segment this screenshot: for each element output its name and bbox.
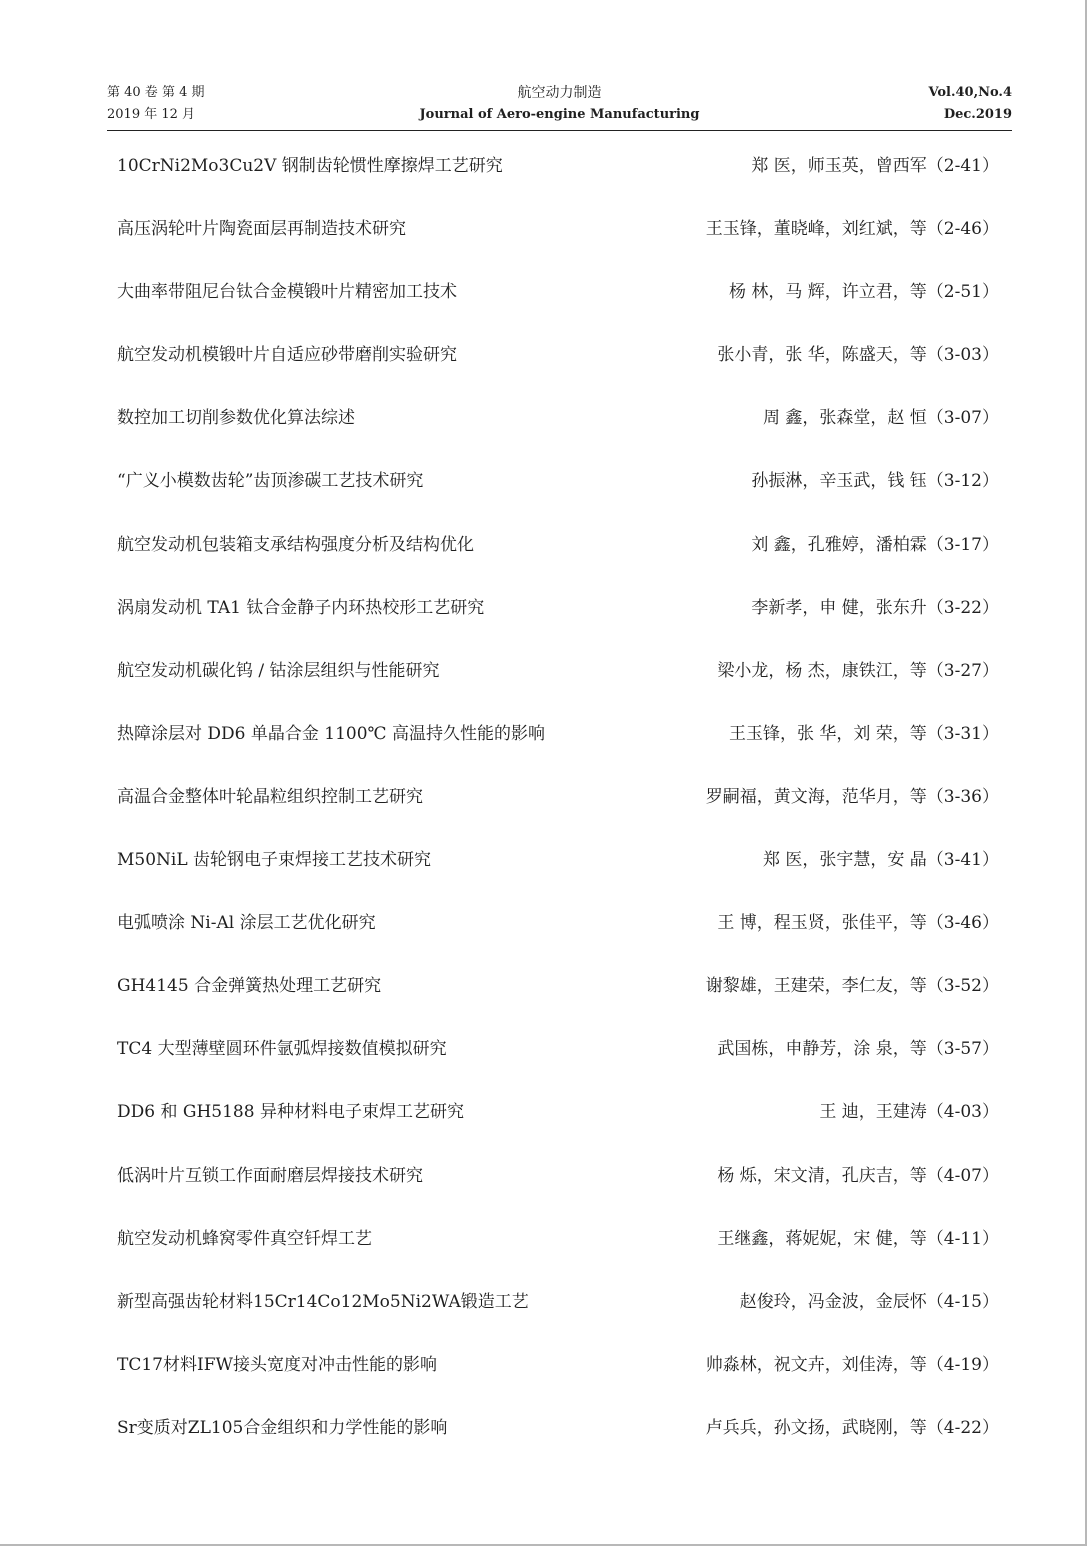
article-page: （4-03） [926, 1102, 999, 1123]
article-title: 10CrNi2Mo3Cu2V 钢制齿轮惯性摩擦焊工艺研究 [117, 156, 503, 176]
article-title: Sr变质对ZL105合金组织和力学性能的影响 [117, 1417, 448, 1438]
toc-entry [117, 902, 999, 965]
article-authors: 王继鑫，蒋妮妮，宋 健，等 [717, 1228, 927, 1249]
article-title: TC4 大型薄壁圆环件氩弧焊接数值模拟研究 [117, 1039, 447, 1060]
toc-entry [117, 965, 999, 1028]
article-authors: 王 博，程玉贤，张佳平，等 [717, 913, 927, 934]
article-title: 航空发动机蜂窝零件真空钎焊工艺 [117, 1228, 372, 1249]
article-page: （2-41） [926, 156, 999, 176]
toc-entry [117, 460, 999, 523]
toc-entry [117, 1281, 999, 1344]
article-meta [706, 208, 999, 250]
running-header [107, 82, 1012, 131]
article-meta [717, 1028, 999, 1070]
toc-entry [117, 145, 999, 208]
article-meta [706, 1344, 999, 1386]
article-authors: 杨 林，马 辉，许立君，等 [728, 282, 927, 303]
article-title: TC17材料IFW接头宽度对冲击性能的影响 [117, 1354, 437, 1375]
article-authors: 武国栋，申静芳，涂 泉，等 [717, 1039, 927, 1060]
article-title: 高压涡轮叶片陶瓷面层再制造技术研究 [117, 219, 406, 240]
article-authors: 杨 烁，宋文清，孔庆吉，等 [717, 1165, 927, 1186]
article-authors: 张小青，张 华，陈盛天，等 [717, 345, 927, 366]
article-page: （3-57） [926, 1039, 999, 1060]
article-authors: 帅淼林，祝文卉，刘佳涛，等 [705, 1354, 927, 1375]
issue-date-cn: 2019 年 12 月 [107, 107, 196, 122]
article-title: DD6 和 GH5188 异种材料电子束焊工艺研究 [117, 1102, 464, 1123]
volume-issue-en: Vol.40,No.4 [928, 85, 1012, 100]
toc-entry [117, 1407, 999, 1470]
article-authors: 赵俊玲，冯金波，金辰怀 [739, 1291, 927, 1312]
article-title: M50NiL 齿轮钢电子束焊接工艺技术研究 [117, 850, 432, 871]
article-authors: 周 鑫，张森堂，赵 恒 [762, 408, 927, 429]
article-meta [751, 587, 999, 629]
article-authors: 孙振淋，辛玉武，钱 钰 [751, 471, 927, 492]
article-page: （3-27） [926, 660, 999, 681]
toc-entry [117, 839, 999, 902]
article-authors: 郑 医，张宇慧，安 晶 [762, 850, 927, 871]
article-title: 航空发动机碳化钨 / 钴涂层组织与性能研究 [117, 660, 440, 681]
article-authors: 罗嗣福，黄文海，范华月，等 [705, 786, 927, 807]
article-page: （3-46） [926, 913, 999, 934]
article-meta [751, 460, 999, 502]
article-page: （3-03） [926, 345, 999, 366]
article-page: （3-07） [926, 408, 999, 429]
article-authors: 王玉锋，董晓峰，刘红斌，等 [705, 219, 927, 240]
article-meta [717, 334, 999, 376]
article-authors: 郑 医，师玉英，曾西军 [751, 156, 927, 176]
toc-entry [117, 650, 999, 713]
article-page: （3-41） [926, 850, 999, 871]
article-page: （4-07） [926, 1165, 999, 1186]
article-title: 新型高强齿轮材料15Cr14Co12Mo5Ni2WA锻造工艺 [117, 1291, 529, 1312]
article-title: “广义小模数齿轮”齿顶渗碳工艺技术研究 [117, 471, 424, 492]
article-page: （3-36） [926, 786, 999, 807]
article-authors: 梁小龙，杨 杰，康铁江，等 [717, 660, 927, 681]
article-title: 高温合金整体叶轮晶粒组织控制工艺研究 [117, 786, 423, 807]
article-title: 航空发动机包装箱支承结构强度分析及结构优化 [117, 534, 474, 555]
article-page: （3-17） [926, 534, 999, 555]
toc-entry [117, 1344, 999, 1407]
article-authors: 刘 鑫，孔雅婷，潘柏霖 [751, 534, 927, 555]
article-page: （4-22） [926, 1417, 999, 1438]
toc-entry [117, 1091, 999, 1154]
article-title: 电弧喷涂 Ni-Al 涂层工艺优化研究 [117, 913, 376, 934]
article-page: （2-46） [926, 219, 999, 240]
article-authors: 李新孝，申 健，张东升 [751, 597, 927, 618]
toc-entry [117, 397, 999, 460]
toc-entry [117, 271, 999, 334]
article-meta [729, 713, 999, 755]
article-page: （4-15） [926, 1291, 999, 1312]
issue-date-en: Dec.2019 [943, 107, 1012, 122]
journal-title-cn: 航空动力制造 [517, 85, 602, 101]
article-meta [717, 902, 999, 944]
article-page: （4-11） [926, 1228, 999, 1249]
toc-entry [117, 208, 999, 271]
article-page: （3-52） [926, 976, 999, 997]
article-meta [717, 1155, 999, 1197]
toc-entry [117, 334, 999, 397]
article-page: （3-12） [926, 471, 999, 492]
issue-info-en [928, 82, 1012, 126]
toc-entry [117, 776, 999, 839]
article-authors: 王 迪，王建涛 [819, 1102, 927, 1123]
article-authors: 谢黎雄，王建荣，李仁友，等 [705, 976, 927, 997]
article-meta [763, 397, 999, 439]
toc-entry [117, 1218, 999, 1281]
article-meta [751, 524, 999, 566]
article-title: GH4145 合金弹簧热处理工艺研究 [117, 976, 382, 997]
article-title: 数控加工切削参数优化算法综述 [117, 408, 355, 429]
table-of-contents [117, 145, 999, 1470]
article-page: （3-31） [926, 723, 999, 744]
article-title: 大曲率带阻尼台钛合金模锻叶片精密加工技术 [117, 282, 457, 303]
journal-title-en: Journal of Aero-engine Manufacturing [419, 107, 700, 122]
article-meta [717, 650, 999, 692]
toc-entry [117, 1155, 999, 1218]
toc-entry [117, 1028, 999, 1091]
article-page: （2-51） [926, 282, 999, 303]
article-meta [706, 965, 999, 1007]
article-page: （4-19） [926, 1354, 999, 1375]
article-page: （3-22） [926, 597, 999, 618]
journal-title [107, 82, 1012, 126]
article-title: 涡扇发动机 TA1 钛合金静子内环热校形工艺研究 [117, 597, 485, 618]
article-meta [706, 776, 999, 818]
article-authors: 卢兵兵，孙文扬，武晓刚，等 [705, 1417, 927, 1438]
article-meta [729, 271, 999, 313]
article-meta [706, 1407, 999, 1449]
toc-entry [117, 713, 999, 776]
volume-issue: 第 40 卷 第 4 期 [107, 85, 205, 100]
article-authors: 王玉锋，张 华，刘 荣，等 [728, 723, 927, 744]
toc-entry [117, 524, 999, 587]
article-meta [717, 1218, 999, 1260]
article-meta [751, 145, 999, 187]
article-meta [819, 1091, 999, 1133]
article-title: 热障涂层对 DD6 单晶合金 1100℃ 高温持久性能的影响 [117, 723, 545, 744]
article-meta [740, 1281, 999, 1323]
article-meta [763, 839, 999, 881]
toc-entry [117, 587, 999, 650]
article-title: 低涡叶片互锁工作面耐磨层焊接技术研究 [117, 1165, 423, 1186]
article-title: 航空发动机模锻叶片自适应砂带磨削实验研究 [117, 345, 457, 366]
